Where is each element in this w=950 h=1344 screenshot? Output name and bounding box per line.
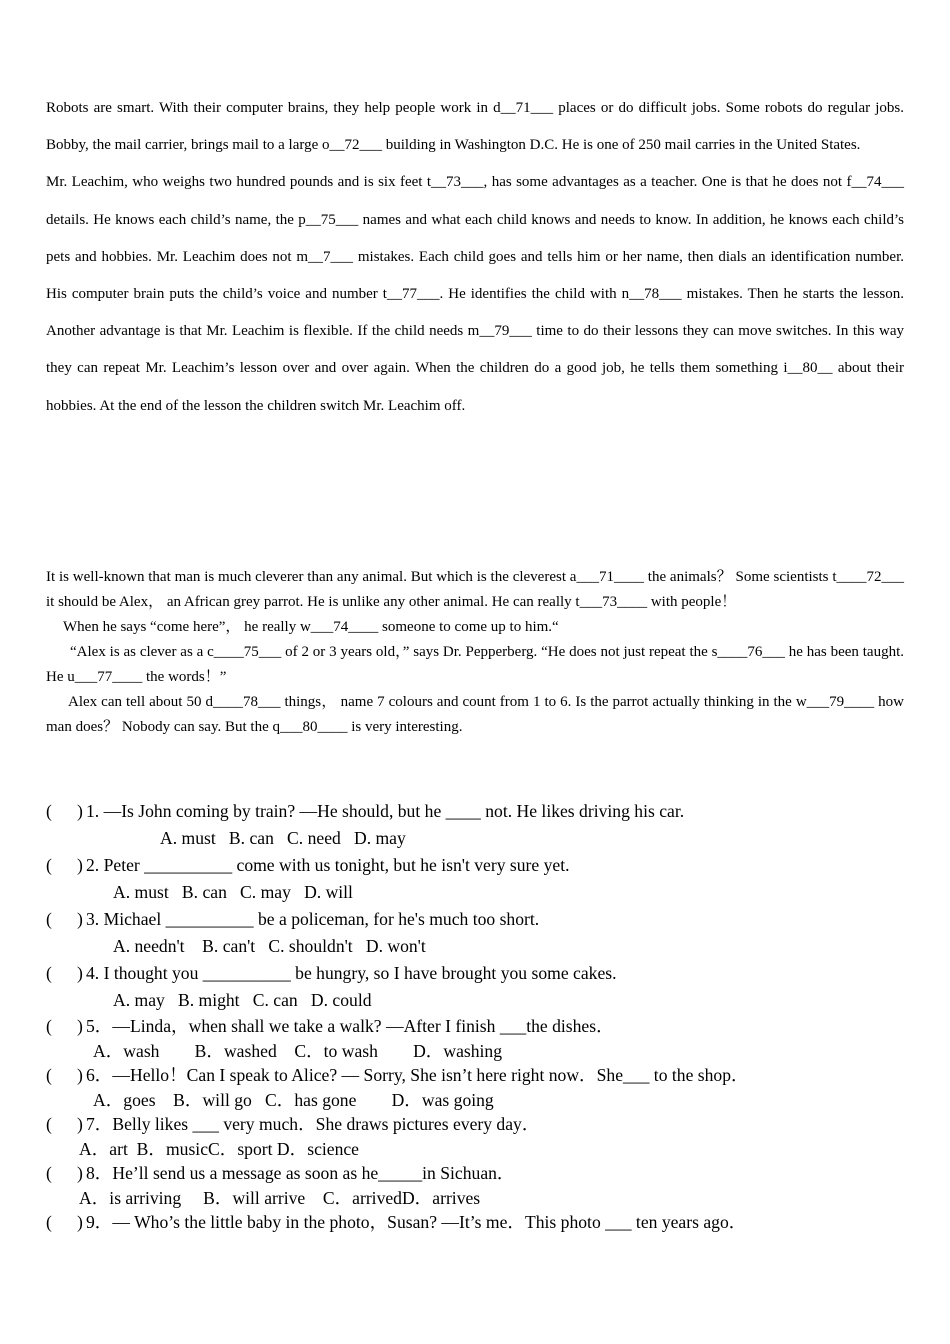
passage-paragraph: Alex can tell about 50 d____78___ things， name 7 colours and count from 1 to 6. Is the parrot actually thinking in the w___79____ how man does？ Nobody can say. But the q___80____ is very interesting.: [46, 694, 904, 735]
question-text: 9．— Who’s the little baby in the photo，Susan? —It’s me．This photo ___ ten years ago．: [86, 1212, 747, 1232]
options-line: [46, 1039, 926, 1064]
passage-paragraph: When he says “come here”， he really w___74____ someone to come up to him.“: [63, 619, 559, 635]
passage-paragraph: Mr. Leachim, who weighs two hundred pounds and is six feet t__73___, has some advantages as a teacher. One is that he does not f__74___ details. He knows each child’s name, the p__75___ names and what each child knows and needs to know. In addition, he knows each child’s pets and hobbies. Mr. Leachim does not m__7___ mistakes. Each child goes and tells him or her name, then dials an identification number. His computer brain puts the child’s voice and number t__77___. He identifies the child with n__78___ mistakes. Then he starts the lesson. Another advantage is that Mr. Leachim is flexible. If the child needs m__79___ time to do their lessons they can move switches. In this way they can repeat Mr. Leachim’s lesson over and over again. When the children do a good job, he tells them something i__80__ about their hobbies. At the end of the lesson the children switch Mr. Leachim off.: [46, 174, 904, 414]
answer-bracket-close: ): [77, 1163, 83, 1183]
question-text: 6．—Hello！Can I speak to Alice? — Sorry, She isn’t here right now．She___ to the shop．: [86, 1065, 749, 1085]
question-line: [46, 1210, 926, 1235]
question-line: [46, 960, 926, 987]
passage-paragraph: Robots are smart. With their computer brains, they help people work in d__71___ places or do difficult jobs. Some robots do regular jobs. Bobby, the mail carrier, brings mail to a large o__72___ building in Washington D.C. He is one of 250 mail carries in the United States.: [46, 100, 904, 154]
answer-bracket-close: ): [77, 855, 83, 875]
answer-bracket-open: (: [46, 1065, 52, 1085]
answer-bracket-close: ): [77, 963, 83, 983]
question-line: [46, 1161, 926, 1186]
options-line: [46, 825, 926, 852]
options-line: [46, 987, 926, 1014]
passage-robots: [46, 90, 904, 425]
question-line: [46, 852, 926, 879]
options-line: [46, 1186, 926, 1211]
options-line: [46, 1088, 926, 1113]
answer-bracket-open: (: [46, 855, 52, 875]
question-text: 5．—Linda，when shall we take a walk? —After I finish ___the dishes．: [86, 1016, 614, 1036]
passage-paragraph: “Alex is as clever as a c____75___ of 2 or 3 years old，” says Dr. Pepperberg. “He does not just repeat the s____76___ he has been taught. He u___77____ the words！”: [46, 644, 904, 685]
question-line: [46, 1014, 926, 1039]
question-text: 2. Peter __________ come with us tonight, but he isn't very sure yet.: [86, 855, 570, 875]
answer-bracket-close: ): [77, 1114, 83, 1134]
question-options: A. must B. can C. need D. may: [160, 828, 406, 848]
answer-bracket-open: (: [46, 1163, 52, 1183]
question-text: 4. I thought you __________ be hungry, so I have brought you some cakes.: [86, 963, 617, 983]
answer-bracket-close: ): [77, 801, 83, 821]
question-line: [46, 798, 926, 825]
answer-bracket-open: (: [46, 1114, 52, 1134]
question-line: [46, 1063, 926, 1088]
answer-bracket-open: (: [46, 909, 52, 929]
answer-bracket-close: ): [77, 909, 83, 929]
question-text: 3. Michael __________ be a policeman, for he's much too short.: [86, 909, 540, 929]
answer-bracket-close: ): [77, 1212, 83, 1232]
question-text: 8．He’ll send us a message as soon as he_____in Sichuan．: [86, 1163, 515, 1183]
question-options: A．is arriving B．will arrive C．arrivedD．arrives: [79, 1187, 481, 1208]
question-options: A. needn't B. can't C. shouldn't D. won't: [113, 936, 426, 956]
options-line: [46, 879, 926, 906]
question-options: A．goes B．will go C．has gone D．was going: [93, 1089, 494, 1110]
options-line: [46, 933, 926, 960]
question-options: A．wash B．washed C．to wash D．washing: [93, 1040, 503, 1061]
options-line: [46, 1137, 926, 1162]
passage-paragraph: It is well-known that man is much cleverer than any animal. But which is the cleverest a___71____ the animals？ Some scientists t____72___ it should be Alex， an African grey parrot. He is unlike any other animal. He can really t___73____ with people！: [46, 569, 904, 610]
question-line: [46, 1112, 926, 1137]
answer-bracket-open: (: [46, 801, 52, 821]
multiple-choice-section: [46, 798, 926, 1235]
question-line: [46, 906, 926, 933]
answer-bracket-open: (: [46, 1016, 52, 1036]
question-options: A. may B. might C. can D. could: [113, 990, 372, 1010]
answer-bracket-close: ): [77, 1065, 83, 1085]
question-text: 7．Belly likes ___ very much．She draws pictures every day．: [86, 1114, 540, 1134]
question-options: A．art B．musicC．sport D．science: [79, 1138, 359, 1159]
passage-parrot: [46, 565, 904, 740]
answer-bracket-open: (: [46, 1212, 52, 1232]
question-options: A. must B. can C. may D. will: [113, 882, 353, 902]
answer-bracket-close: ): [77, 1016, 83, 1036]
question-text: 1. —Is John coming by train? —He should, but he ____ not. He likes driving his car.: [86, 801, 685, 821]
answer-bracket-open: (: [46, 963, 52, 983]
